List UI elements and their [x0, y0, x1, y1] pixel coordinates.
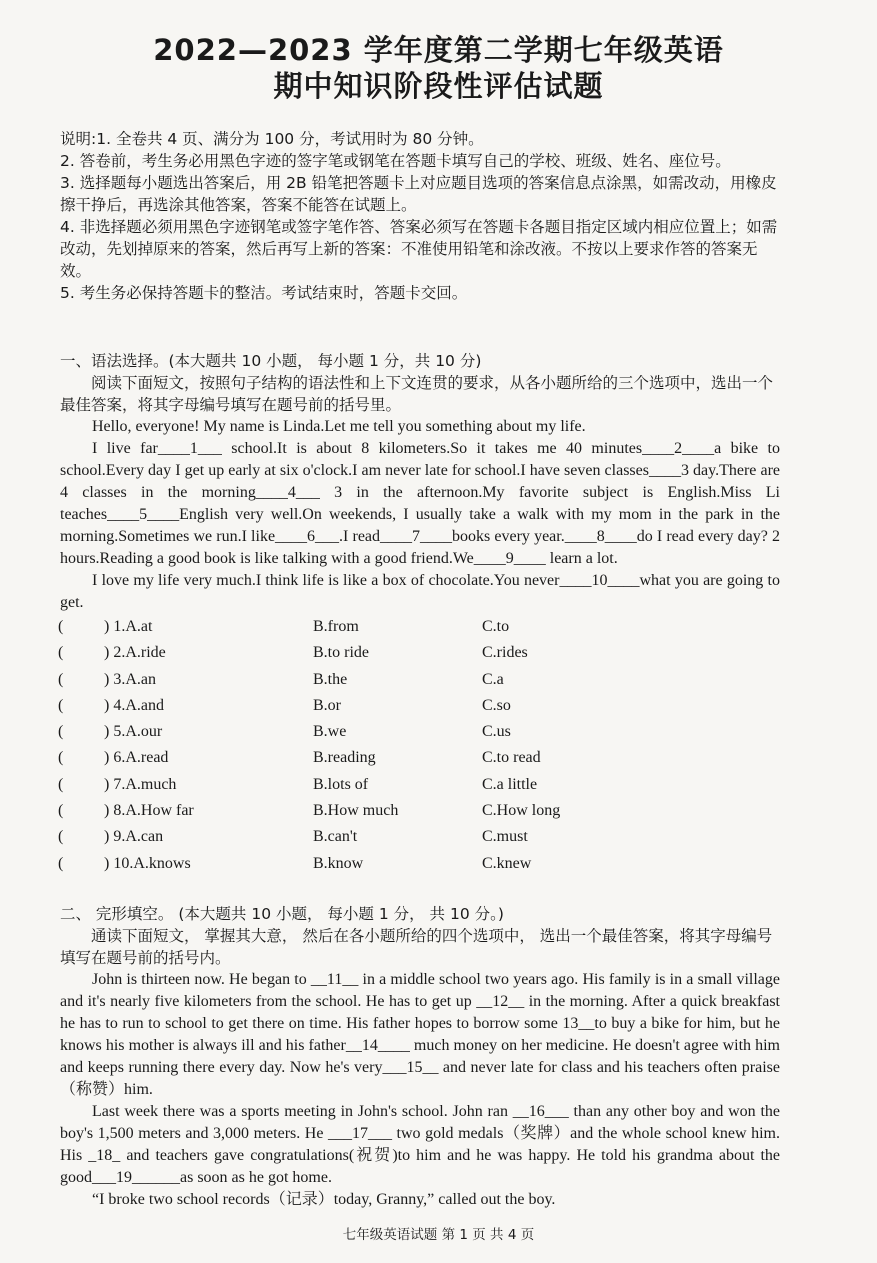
question-row	[58, 745, 758, 771]
question-row	[58, 798, 758, 824]
option-c: C.a little	[482, 775, 538, 793]
answer-paren[interactable]: (	[58, 670, 64, 688]
answer-paren[interactable]: (	[58, 749, 64, 767]
option-b: B.know	[313, 854, 364, 872]
instruction-4: 4. 非选择题必须用黑色字迹钢笔或签字笔作答、答案必须写在答题卡各题目指定区域内相应位置上；如需改动，先划掉原来的答案，然后再写上新的答案：不准使用铅笔和涂改液。不按以上要求作答的答案无效。	[60, 218, 778, 280]
section-2-passage	[60, 969, 780, 1211]
option-a: ) 9.A.can	[104, 828, 164, 846]
option-b: B.or	[313, 696, 341, 714]
exam-title	[0, 0, 877, 104]
answer-paren[interactable]: (	[58, 723, 64, 741]
answer-paren[interactable]: (	[58, 618, 64, 635]
option-c: C.How long	[482, 802, 561, 820]
option-a: ) 5.A.our	[104, 723, 163, 741]
option-b: B.the	[313, 670, 348, 688]
option-a: ) 10.A.knows	[104, 854, 191, 872]
passage-1-para-3: I love my life very much.I think life is like a box of chocolate.You never____10____what you are going to get.	[60, 572, 780, 611]
option-b: B.to ride	[313, 644, 369, 662]
section-grammar	[60, 350, 780, 614]
option-c: C.must	[482, 828, 528, 846]
question-row	[58, 851, 758, 877]
option-a: ) 7.A.much	[104, 775, 177, 793]
answer-paren[interactable]: (	[58, 854, 64, 872]
section-1-heading: 一、语法选择。(本大题共 10 小题， 每小题 1 分，共 10 分)	[60, 352, 482, 370]
option-c: C.to	[482, 618, 510, 635]
passage-1-para-2: I live far____1___ school.It is about 8 kilometers.So it takes me 40 minutes____2____a bike to school.Every day I get up early at six o'clock.I am never late for school.I have seven classes____3 day.There are 4 classes in the morning____4___ 3 in the afternoon.My favorite subject is English.Miss Li teaches____5____English very well.On weekends, I usually take a walk with my mom in the park in the morning.Sometimes we run.I like____6___.I read____7____books every year.____8____do I read every day? 2 hours.Reading a good book is like talking with a good friend.We____9____ learn a lot.	[60, 440, 780, 567]
option-b: B.lots of	[313, 775, 369, 793]
instructions	[60, 128, 780, 304]
option-a: ) 2.A.ride	[104, 644, 166, 662]
option-c: C.knew	[482, 854, 532, 872]
option-c: C.a	[482, 670, 504, 688]
question-row	[58, 667, 758, 693]
option-c: C.to read	[482, 749, 541, 767]
option-c: C.so	[482, 696, 511, 714]
answer-paren[interactable]: (	[58, 775, 64, 793]
question-row	[58, 640, 758, 666]
question-row	[58, 824, 758, 850]
question-row	[58, 614, 758, 640]
option-b: B.can't	[313, 828, 358, 846]
passage-1-para-1: Hello, everyone! My name is Linda.Let me tell you something about my life.	[92, 418, 586, 435]
option-a: ) 1.A.at	[104, 618, 153, 635]
question-row	[58, 693, 758, 719]
section-1-direction: 阅读下面短文，按照句子结构的语法性和上下文连贯的要求，从各小题所给的三个选项中，选出一个最佳答案，将其字母编号填写在题号前的括号里。	[60, 374, 774, 414]
option-c: C.us	[482, 723, 511, 741]
section-cloze	[60, 903, 780, 1211]
option-b: B.How much	[313, 802, 399, 820]
answer-paren[interactable]: (	[58, 696, 64, 714]
question-row	[58, 772, 758, 798]
instruction-1: 说明:1. 全卷共 4 页、满分为 100 分，考试用时为 80 分钟。	[60, 130, 484, 148]
grammar-options	[58, 614, 758, 877]
option-a: ) 6.A.read	[104, 749, 169, 767]
option-b: B.from	[313, 618, 359, 635]
title-line-2: 期中知识阶段性评估试题	[273, 69, 604, 103]
instruction-3: 3. 选择题每小题选出答案后，用 2B 铅笔把答题卡上对应题目选项的答案信息点涂黑，如需改动，用橡皮擦干挣后，再选涂其他答案，答案不能答在试题上。	[60, 174, 777, 214]
title-line-1: 2022—2023 学年度第二学期七年级英语	[153, 33, 724, 67]
option-a: ) 8.A.How far	[104, 802, 194, 820]
instruction-2: 2. 答卷前，考生务必用黑色字迹的签字笔或钢笔在答题卡填写自己的学校、班级、姓名、座位号。	[60, 152, 731, 170]
passage-2-para-3: “I broke two school records（记录）today, Granny,” called out the boy.	[92, 1191, 556, 1208]
answer-paren[interactable]: (	[58, 802, 64, 820]
option-a: ) 3.A.an	[104, 670, 156, 688]
question-row	[58, 719, 758, 745]
section-2-direction: 通读下面短文， 掌握其大意， 然后在各小题所给的四个选项中， 选出一个最佳答案，将其字母编号填写在题号前的括号内。	[60, 927, 773, 967]
option-a: ) 4.A.and	[104, 696, 164, 714]
answer-paren[interactable]: (	[58, 828, 64, 846]
option-b: B.we	[313, 723, 347, 741]
passage-2-para-1: John is thirteen now. He began to __11__ in a middle school two years ago. His family is in a small village and it's nearly five kilometers from the school. He has to get up __12__ in the morning. After a quick breakfast he has to run to school to get there on time. His father hopes to borrow some 13__to buy a bike for him, but he knows his mother is always ill and his father__14____ much money on her medicine. He doesn't agree with him and keeps running there every day. Now he's very___15__ and never late for class and his teachers often praise（称赞）him.	[60, 971, 780, 1098]
option-c: C.rides	[482, 644, 528, 662]
page-footer: 七年级英语试题 第 1 页 共 4 页	[342, 1227, 535, 1243]
option-b: B.reading	[313, 749, 376, 767]
passage-2-para-2: Last week there was a sports meeting in John's school. John ran __16___ than any other boy and won the boy's 1,500 meters and 3,000 meters. He ___17___ two gold medals（奖牌）and the whole school knew him. His _18_ and teachers gave congratulations(祝贺)to him and he was happy. He told his grandma about the good___19______as soon as he got home.	[60, 1103, 780, 1186]
answer-paren[interactable]: (	[58, 644, 64, 662]
section-1-passage	[60, 416, 780, 614]
section-2-heading: 二、 完形填空。 (本大题共 10 小题， 每小题 1 分， 共 10 分。)	[60, 905, 504, 923]
instruction-5: 5. 考生务必保持答题卡的整洁。考试结束时，答题卡交回。	[60, 284, 468, 302]
